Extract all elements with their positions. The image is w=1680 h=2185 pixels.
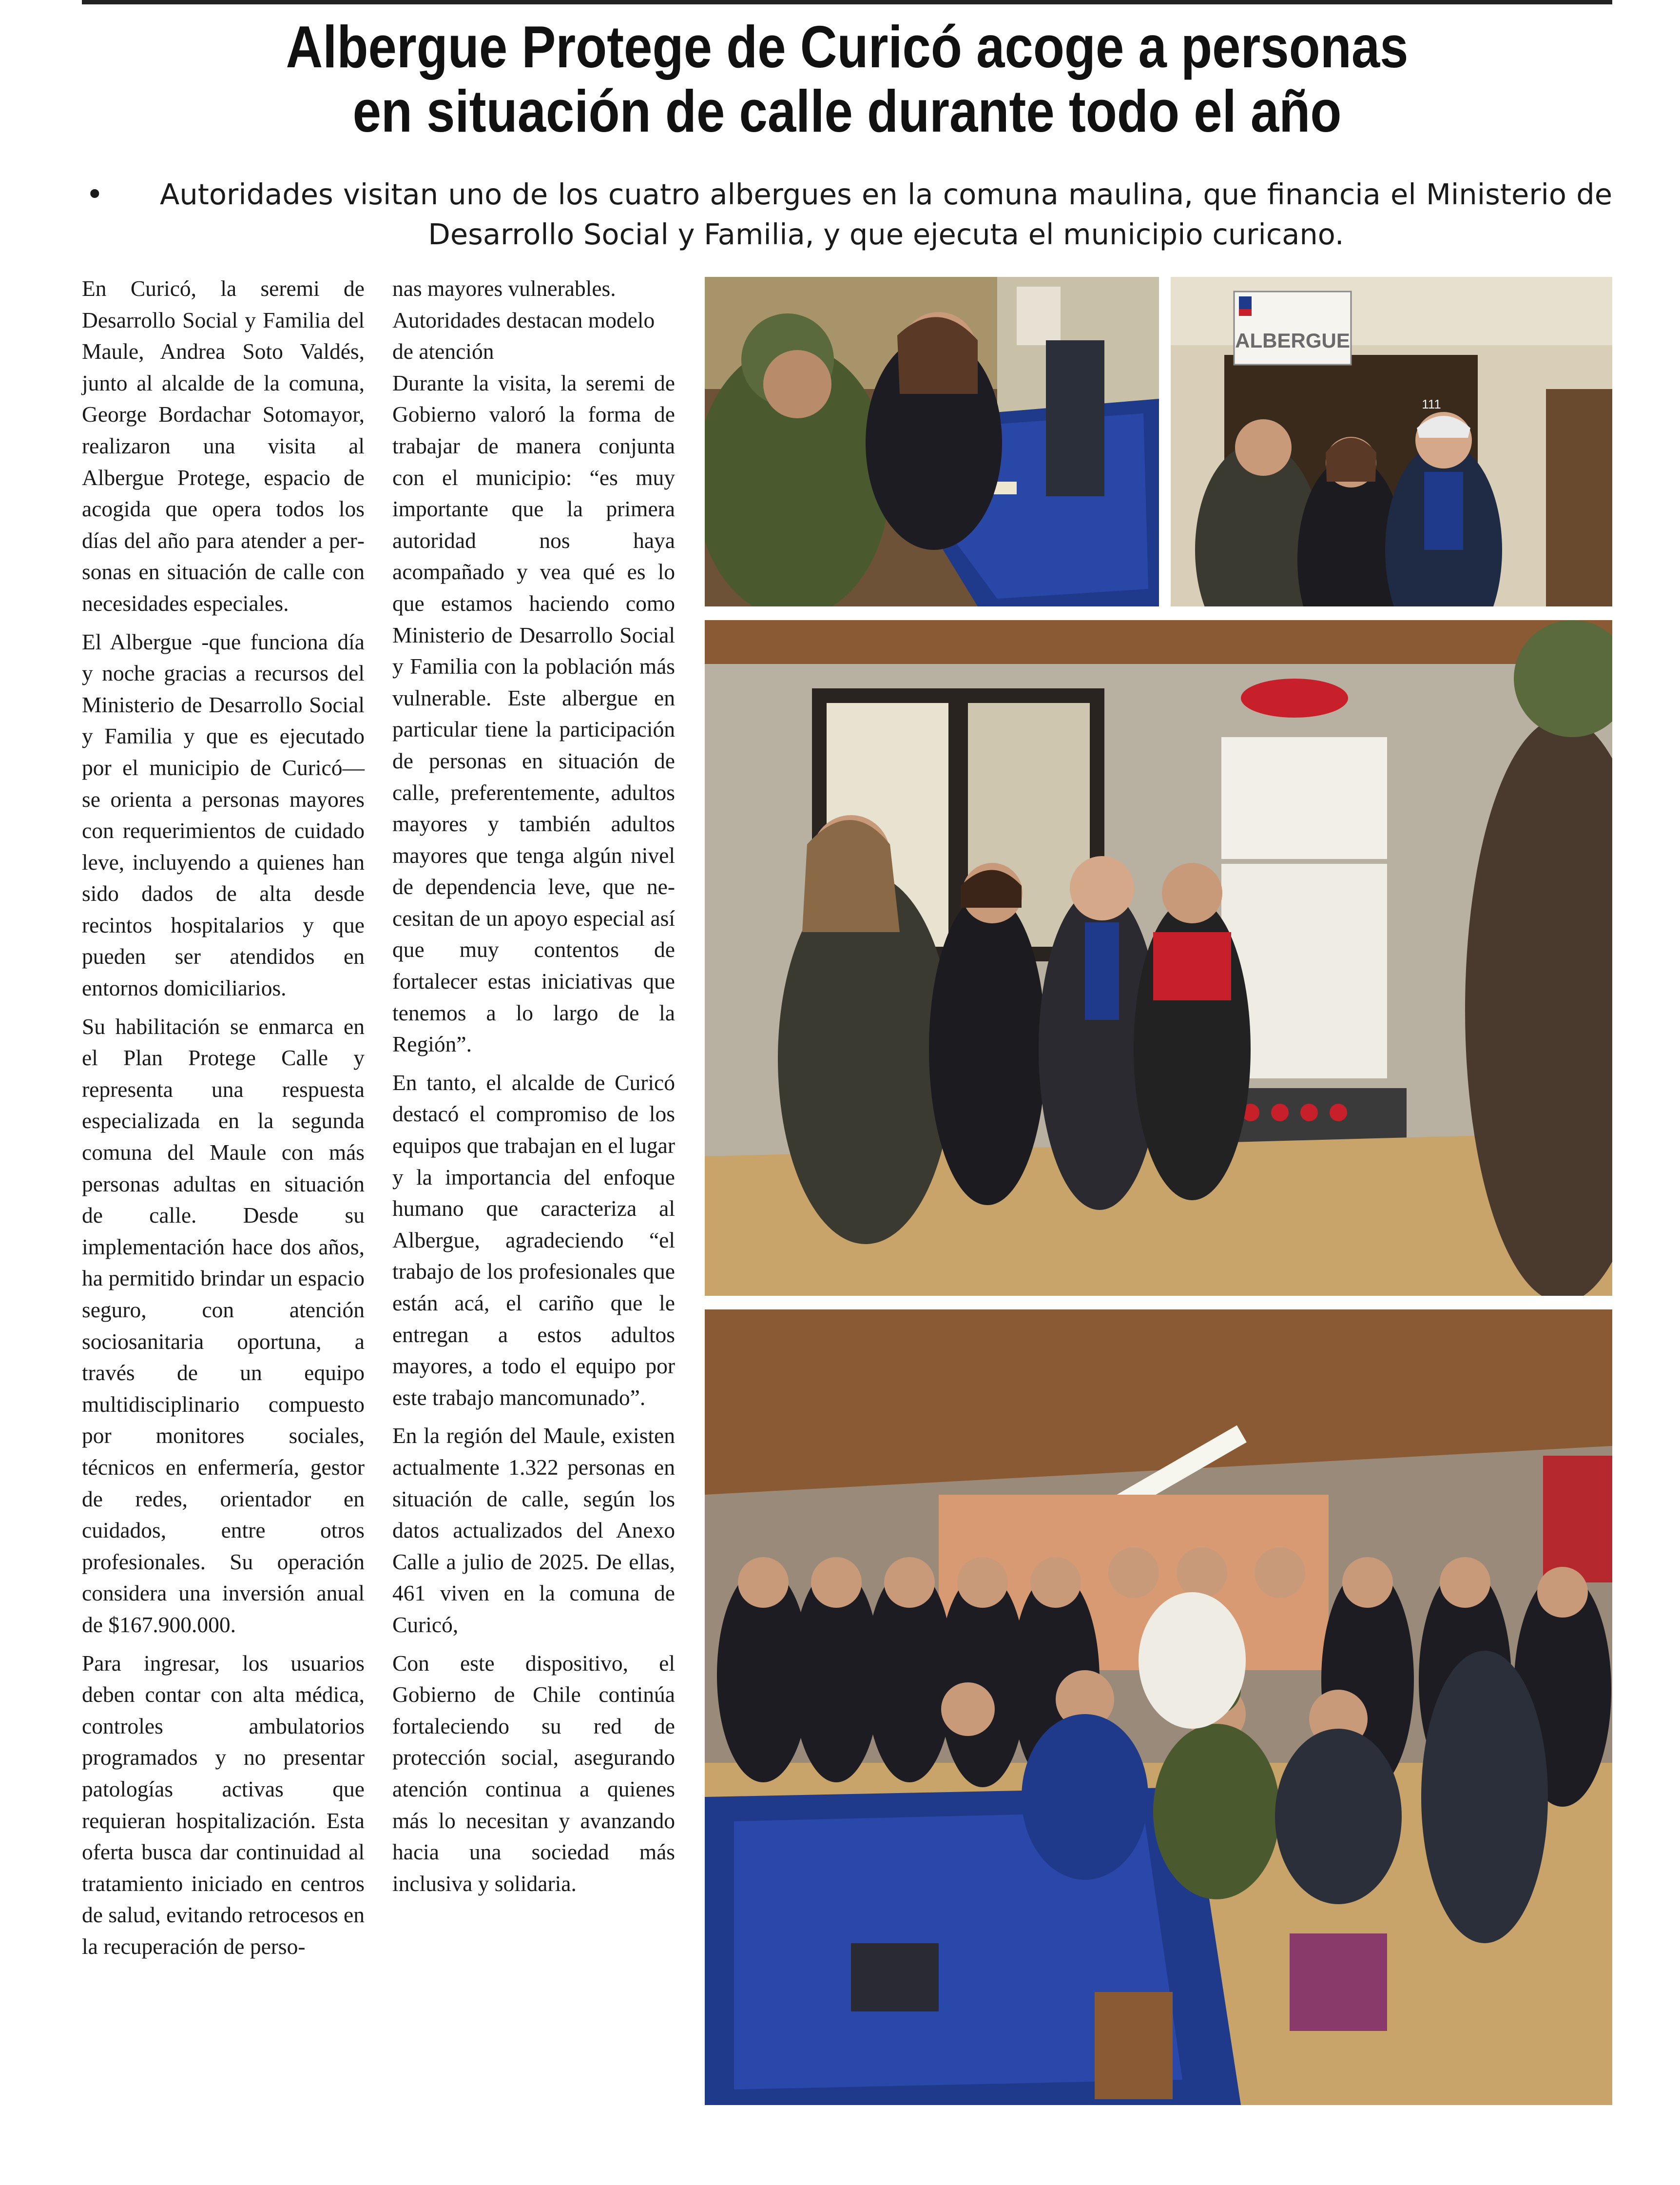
door-number: 111 [1422,397,1441,411]
deck-text: Autoridades visitan uno de los cuatro albergues en la comuna maulina, que financia el Ministerio de Desarrollo Social y Familia, y que ejecuta el municipio curicano. [160,177,1612,251]
paragraph: En tanto, el alcalde de Curicó destacó el compromiso de los equipos que trabajan en el lugar y la importancia del enfoque humano que caracteriza al Albergue, agradeciendo “el trabajo de los profesionales que están acá, el cariño que le entregan a estos adultos mayores, a todo el equipo por este trabajo mancomunado”. [392,1070,675,1410]
paragraph: Su habilitación se enmarca en el Plan Protege Calle y representa una respuesta especializada en la segunda comuna del Maule con más personas adultas en situación de calle. Desde su implementación hace dos años, ha permitido brindar un espacio seguro, con atención sociosanitaria oportuna, a través de un equipo multidisciplinario compuesto por monitores sociales, técnicos en enfermería, gestor de redes, orientador en cuidados, entre otros profesionales. Su operación considera una inversión anual de $167.900.000. [82,1014,365,1637]
photo-albergue-sign [1171,277,1612,606]
photo-table-visit [705,277,1159,606]
deck-bullet: • [86,176,104,212]
deck [82,175,1612,257]
article-column-2 [392,273,675,1906]
subheading: Autoridades destacan modelo de atención [392,307,655,364]
photo-kitchen-group [705,620,1612,1296]
headline-line-1: Albergue Protege de Curicó acoge a personas [286,14,1409,80]
headline [189,15,1505,143]
paragraph: En Curicó, la seremi de Desarrollo Social y Familia del Maule, Andrea Soto Valdés, junto al alcalde de la comuna, George Bordachar Sotomayor, realizaron una visita al Albergue Protege, espacio de acogida que opera todos los días del año para atender a personas en situación de calle con necesidades especiales. [82,276,365,616]
paragraph: Durante la visita, la seremi de Gobierno valoró la forma de trabajar de manera conjunta con el municipio: “es muy importante que la primera autoridad nos haya acompañado y vea qué es lo que estamos haciendo como Ministerio de Desarrollo Social y Familia con la población más vulnerable. Este albergue en particular tiene la participación de personas en situación de calle, preferentemente, adultos mayores y también adultos mayores que tenga algún nivel de dependencia leve, que necesitan de un apoyo especial así que muy contentos de fortalecer estas iniciativas que tenemos a lo largo de la Región”. [392,370,675,1057]
headline-line-2: en situación de calle durante todo el año [352,78,1342,144]
photo-group-table [705,1309,1612,2105]
article-column-1 [82,273,365,1969]
albergue-sign-text: ALBERGUE [1235,329,1350,352]
paragraph: Con este dispositivo, el Gobierno de Chile continúa fortaleciendo su red de protección social, asegurando atención continua a quienes más lo necesitan y avanzando hacia una sociedad más inclusiva y solidaria. [392,1650,675,1896]
paragraph: El Albergue -que funciona día y noche gracias a recursos del Ministerio de Desarrollo Social y Familia y que es ejecutado por el municipio de Curicó— se orienta a personas mayores con requerimientos de cuidado leve, incluyendo a quienes han sido dados de alta desde recintos hospitalarios y que pueden ser atendidos en entornos domiciliarios. [82,629,365,1001]
paragraph: Para ingresar, los usuarios deben contar con alta médica, controles ambulatorios programados y no presentar patologías activas que requieran hospitalización. Esta oferta busca dar continuidad al tratamiento iniciado en centros de salud, evitando retrocesos en la recuperación de perso- [82,1650,365,1959]
top-rule [82,0,1612,4]
paragraph: nas mayores vulnerables. [392,276,616,301]
paragraph: En la región del Maule, existen actualmente 1.322 personas en situación de calle, según los datos actualizados del Anexo Calle a julio de 2025. De ellas, 461 viven en la comuna de Curicó, [392,1423,675,1637]
